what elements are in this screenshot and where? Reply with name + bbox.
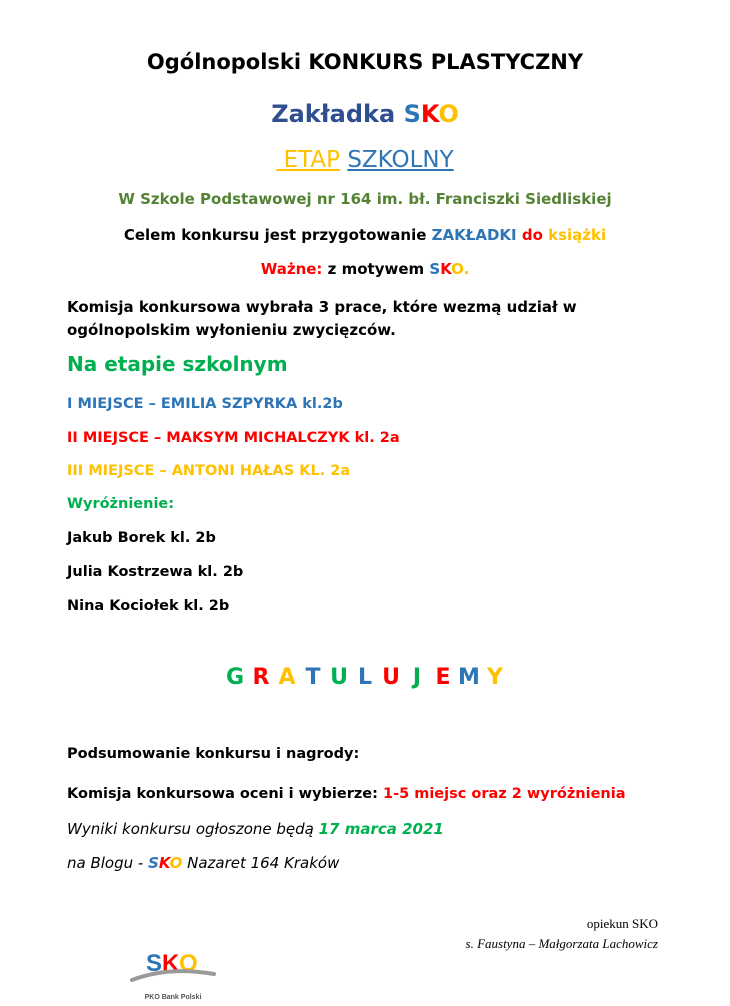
commission-summary-text: Komisja konkursowa oceni i wybierze: — [67, 786, 383, 802]
stage-szkolny: SZKOLNY — [347, 147, 454, 173]
commission-paragraph: Komisja konkursowa wybrała 3 prace, które wezmą udział w ogólnopolskim wyłonieniu zwycięzców. — [67, 298, 577, 339]
blog-text: na Blogu - — [67, 854, 149, 872]
goal-ksiazki: książki — [548, 226, 607, 244]
congrats-letter: M — [458, 665, 480, 690]
congrats-letter: T — [305, 665, 321, 690]
summary-label: Podsumowanie konkursu i nagrody: — [67, 746, 360, 762]
stage-title — [0, 147, 730, 173]
second-place: II MIEJSCE – MAKSYM MICHALCZYK kl. 2a — [67, 430, 400, 446]
important-s: S — [429, 260, 441, 278]
important-note — [0, 260, 730, 278]
distinction-item: Julia Kostrzewa kl. 2b — [67, 564, 244, 580]
congrats-letter: R — [252, 665, 270, 690]
important-o: O — [451, 260, 464, 278]
first-place: I MIEJSCE – EMILIA SZPYRKA kl.2b — [67, 396, 343, 412]
logo-o: O — [179, 950, 198, 977]
distinction-item: Nina Kociołek kl. 2b — [67, 598, 230, 614]
blog-line — [67, 854, 339, 872]
contest-title: Ogólnopolski KONKURS PLASTYCZNY — [146, 50, 584, 74]
logo-k: K — [162, 950, 180, 977]
logo-s: S — [146, 950, 163, 977]
contest-subtitle — [0, 100, 730, 128]
important-text: z motywem — [322, 260, 430, 278]
logo-bank-name: PKO Bank Polski — [144, 994, 202, 1001]
results-text: Wyniki konkursu ogłoszone będą — [67, 820, 319, 838]
sko-logo-graphic — [128, 944, 218, 1002]
congrats-letter: U — [382, 665, 400, 690]
congrats-letter: J — [412, 665, 422, 690]
congrats-letter: Y — [487, 665, 503, 690]
important-k: K — [440, 260, 452, 278]
distinction-label: Wyróżnienie: — [67, 496, 175, 512]
subtitle-o: O — [438, 100, 459, 128]
school-name: W Szkole Podstawowej nr 164 im. bł. Franciszki Siedliskiej — [118, 190, 612, 208]
goal-zakladki: ZAKŁADKI — [431, 226, 517, 244]
stage-heading: Na etapie szkolnym — [67, 352, 288, 376]
subtitle-s: S — [403, 100, 421, 128]
contest-goal — [0, 226, 730, 244]
subtitle-text: Zakładka — [271, 100, 404, 128]
blog-o: O — [169, 854, 183, 872]
results-announcement — [67, 820, 444, 838]
commission-summary-highlight: 1-5 miejsc oraz 2 wyróżnienia — [382, 786, 626, 802]
blog-location: Nazaret 164 Kraków — [182, 854, 340, 872]
congrats-letter: G — [225, 665, 245, 690]
sko-logo — [128, 944, 218, 1002]
subtitle-k: K — [420, 100, 439, 128]
congrats-letter: E — [435, 665, 451, 690]
signature-names: s. Faustyna – Małgorzata Lachowicz — [465, 936, 658, 951]
goal-do: do — [516, 226, 549, 244]
important-dot: . — [463, 260, 470, 278]
congrats-letter: A — [278, 665, 296, 690]
congratulations-banner — [0, 665, 730, 690]
congrats-letter: U — [330, 665, 348, 690]
stage-etap: ETAP — [283, 147, 341, 173]
commission-summary — [67, 786, 626, 802]
congrats-letter: L — [357, 665, 373, 690]
blog-s: S — [148, 854, 159, 872]
distinction-item: Jakub Borek kl. 2b — [67, 530, 216, 546]
blog-k: K — [158, 854, 170, 872]
goal-text: Celem konkursu jest przygotowanie — [123, 226, 432, 244]
signature-role: opiekun SKO — [586, 916, 658, 931]
third-place: III MIEJSCE – ANTONI HAŁAS KL. 2a — [67, 463, 351, 479]
results-date: 17 marca 2021 — [318, 820, 444, 838]
important-label: Ważne: — [260, 260, 323, 278]
